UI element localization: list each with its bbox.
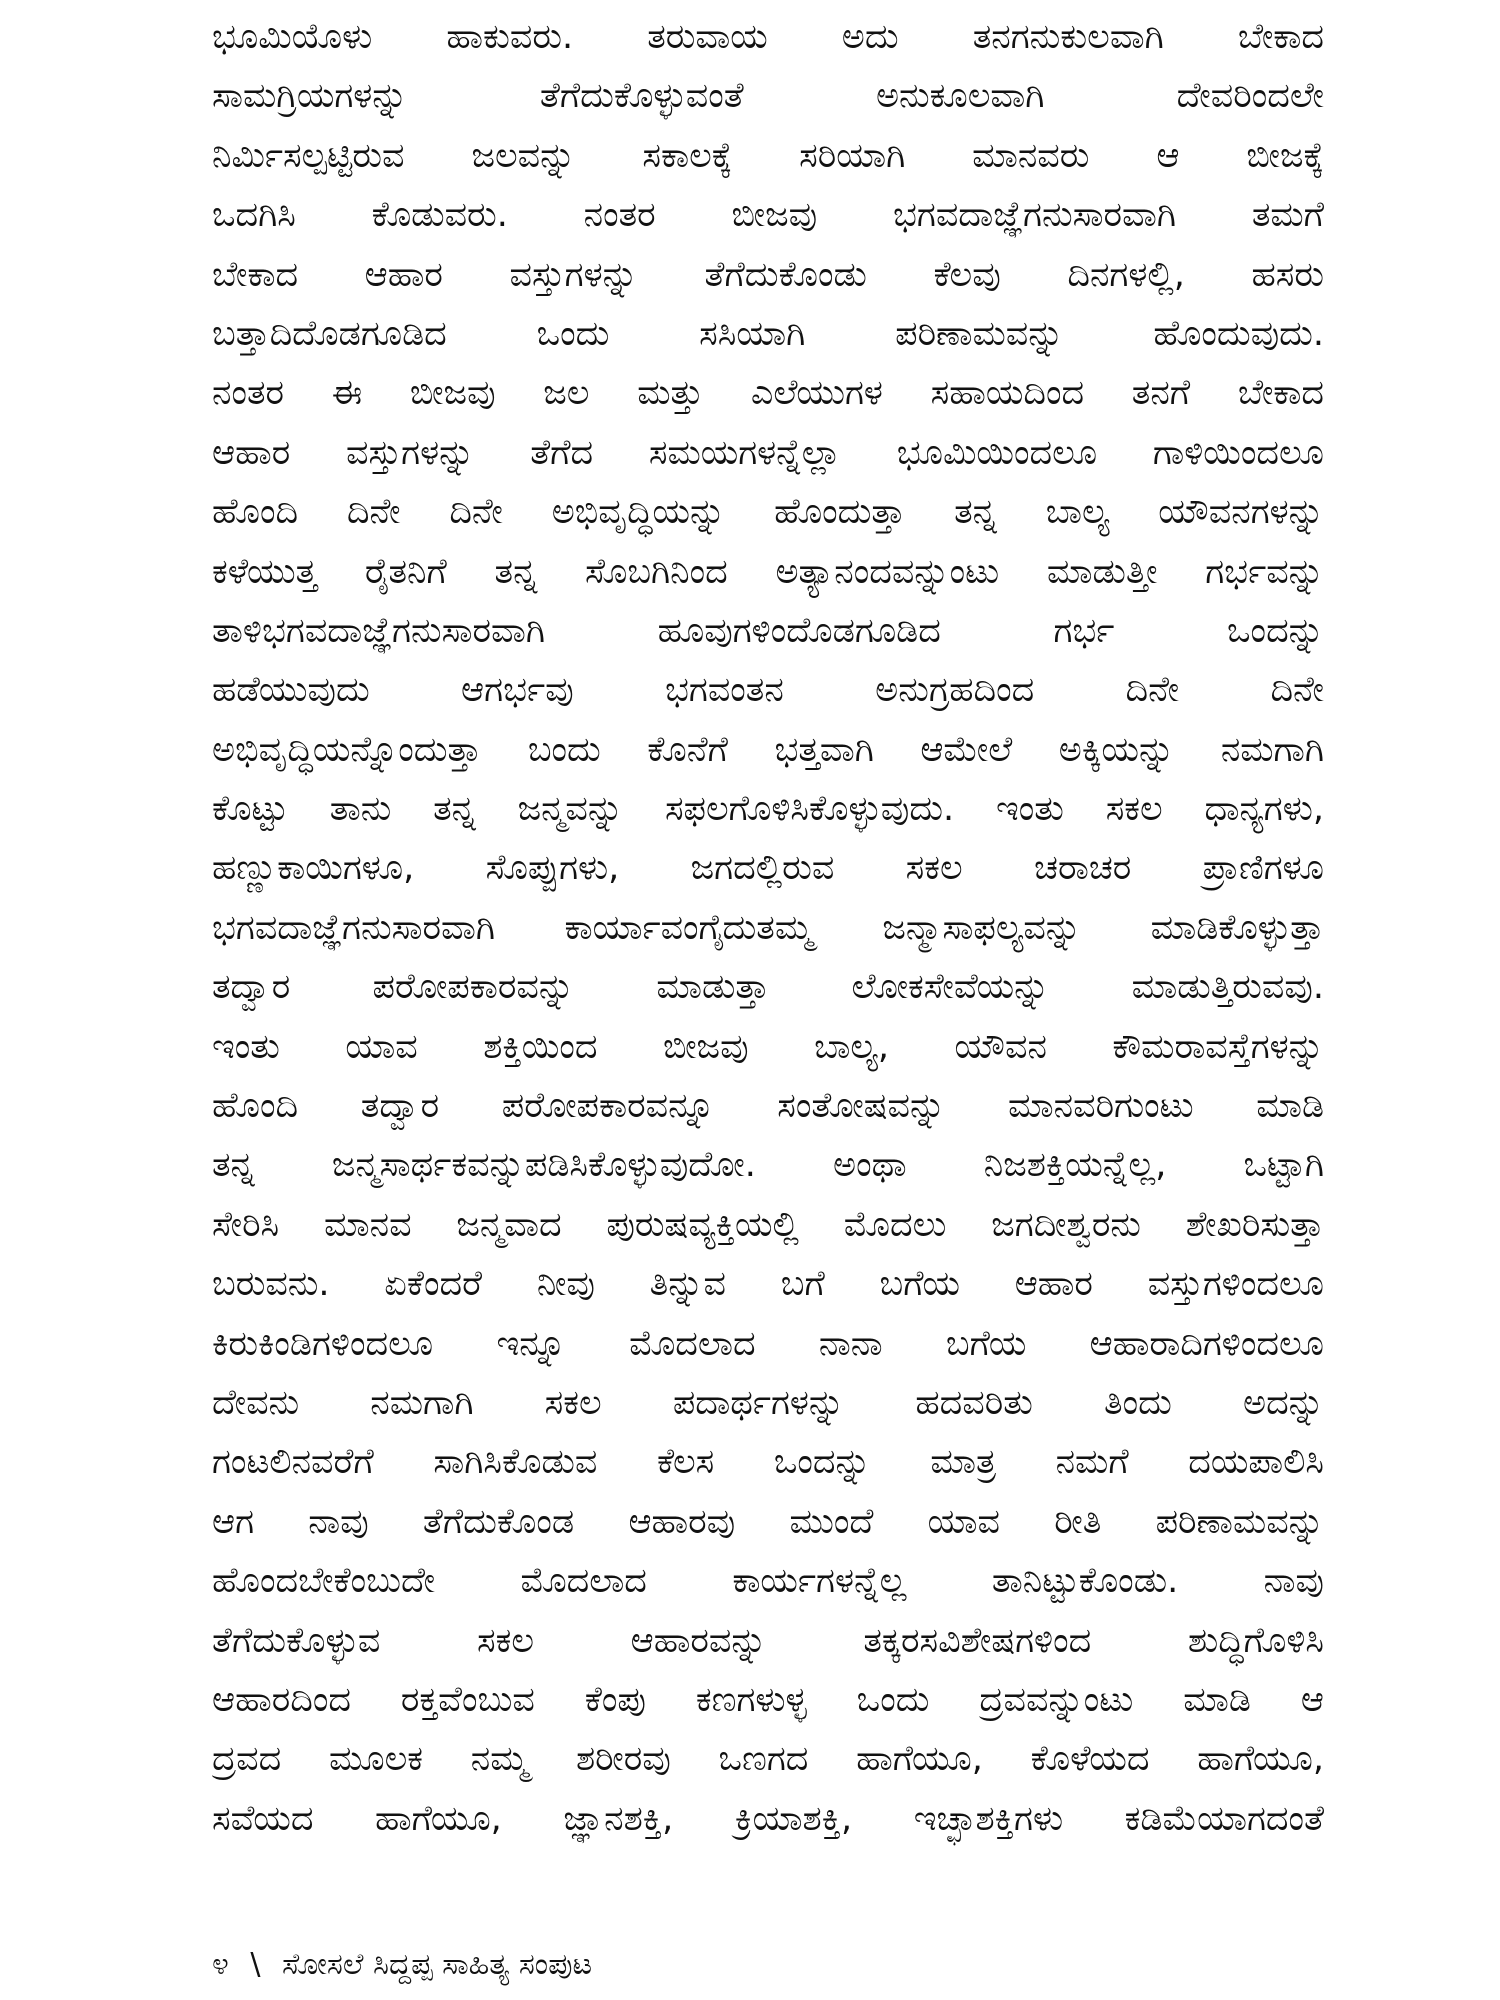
text-line: ತನ್ನ ಜನ್ಮಸಾರ್ಥಕವನ್ನುಪಡಿಸಿಕೊಳ್ಳುವುದೋ. ಅಂಥಾ ನಿಜಶಕ್ತಿಯನ್ನೆಲ್ಲ, ಒಟ್ಟಾಗಿ xyxy=(212,1145,1324,1186)
text-line: ಆಗ ನಾವು ತೆಗೆದುಕೊಂಡ ಆಹಾರವು ಮುಂದೆ ಯಾವ ರೀತಿ ಪರಿಣಾಮವನ್ನು xyxy=(212,1501,1324,1542)
text-line: ಗಂಟಲಿನವರೆಗೆ ಸಾಗಿಸಿಕೊಡುವ ಕೆಲಸ ಒಂದನ್ನು ಮಾತ್ರ ನಮಗೆ ದಯಪಾಲಿಸಿ xyxy=(212,1442,1324,1483)
text-line: ತದ್ವಾರ ಪರೋಪಕಾರವನ್ನು ಮಾಡುತ್ತಾ ಲೋಕಸೇವೆಯನ್ನು ಮಾಡುತ್ತಿರುವವು. xyxy=(212,967,1324,1008)
text-line: ಭೂಮಿಯೊಳು ಹಾಕುವರು. ತರುವಾಯ ಅದು ತನಗನುಕುಲವಾಗಿ ಬೇಕಾದ xyxy=(212,17,1324,57)
text-line: ತೆಗೆದುಕೊಳ್ಳುವ ಸಕಲ ಆಹಾರವನ್ನು ತಕ್ಕರಸವಿಶೇಷಗಳಿಂದ ಶುದ್ಧಿಗೊಳಿಸಿ xyxy=(212,1620,1324,1661)
page-number: ೪ xyxy=(212,1947,229,1982)
book-title: ಸೋಸಲೆ ಸಿದ್ದಪ್ಪ ಸಾಹಿತ್ಯ ಸಂಪುಟ xyxy=(282,1947,593,1982)
text-line: ಇಂತು ಯಾವ ಶಕ್ತಿಯಿಂದ ಬೀಜವು ಬಾಲ್ಯ, ಯೌವನ ಕೌಮರಾವಸ್ತೆಗಳನ್ನು xyxy=(212,1026,1324,1067)
text-line: ಅಭಿವೃದ್ಧಿಯನ್ನೊಂದುತ್ತಾ ಬಂದು ಕೊನೆಗೆ ಭತ್ತವಾಗಿ ಆಮೇಲೆ ಅಕ್ಕಿಯನ್ನು ನಮಗಾಗಿ xyxy=(212,729,1324,770)
text-line: ಹೊಂದಿ ದಿನೇ ದಿನೇ ಅಭಿವೃದ್ಧಿಯನ್ನು ಹೊಂದುತ್ತಾ ತನ್ನ ಬಾಲ್ಯ ಯೌವನಗಳನ್ನು xyxy=(212,492,1324,533)
text-line: ಭಗವದಾಜ್ಞೆಗನುಸಾರವಾಗಿ ಕಾರ್ಯಾವಂಗೈದುತಮ್ಮ ಜನ್ಮಾಸಾಫಲ್ಯವನ್ನು ಮಾಡಿಕೊಳ್ಳುತ್ತಾ xyxy=(212,907,1324,948)
text-line: ಸಾಮಗ್ರಿಯಗಳನ್ನು ತೆಗೆದುಕೊಳ್ಳುವಂತೆ ಅನುಕೂಲವಾಗಿ ದೇವರಿಂದಲೇ xyxy=(212,76,1324,117)
body-text xyxy=(212,8,1324,1849)
page-footer xyxy=(212,1945,604,1985)
footer-separator: \ xyxy=(250,1947,261,1982)
text-line: ಆಹಾರದಿಂದ ರಕ್ತವೆಂಬುವ ಕೆಂಪು ಕಣಗಳುಳ್ಳ ಒಂದು ದ್ರವವನ್ನುಂಟು ಮಾಡಿ ಆ xyxy=(212,1679,1324,1720)
text-line: ಕೊಟ್ಟು ತಾನು ತನ್ನ ಜನ್ಮವನ್ನು ಸಫಲಗೊಳಿಸಿಕೊಳ್ಳುವುದು. ಇಂತು ಸಕಲ ಧಾನ್ಯಗಳು, xyxy=(212,789,1324,830)
text-line: ಬೇಕಾದ ಆಹಾರ ವಸ್ತುಗಳನ್ನು ತೆಗೆದುಕೊಂಡು ಕೆಲವು ದಿನಗಳಲ್ಲಿ, ಹಸರು xyxy=(212,254,1324,295)
text-line: ಬತ್ತಾದಿದೊಡಗೂಡಿದ ಒಂದು ಸಸಿಯಾಗಿ ಪರಿಣಾಮವನ್ನು ಹೊಂದುವುದು. xyxy=(212,313,1324,354)
text-line: ಸವೆಯದ ಹಾಗೆಯೂ, ಜ್ಞಾನಶಕ್ತಿ, ಕ್ರಿಯಾಶಕ್ತಿ, ಇಚ್ಛಾಶಕ್ತಿಗಳು ಕಡಿಮೆಯಾಗದಂತೆ xyxy=(212,1798,1324,1839)
text-line: ದೇವನು ನಮಗಾಗಿ ಸಕಲ ಪದಾರ್ಥಗಳನ್ನು ಹದವರಿತು ತಿಂದು ಅದನ್ನು xyxy=(212,1382,1324,1423)
text-line: ಕಳೆಯುತ್ತ ರೈತನಿಗೆ ತನ್ನ ಸೊಬಗಿನಿಂದ ಅತ್ಯಾನಂದವನ್ನುಂಟು ಮಾಡುತ್ತೀ ಗರ್ಭವನ್ನು xyxy=(212,551,1324,592)
text-line: ನಿರ್ಮಿಸಲ್ಪಟ್ಟಿರುವ ಜಲವನ್ನು ಸಕಾಲಕ್ಕೆ ಸರಿಯಾಗಿ ಮಾನವರು ಆ ಬೀಜಕ್ಕೆ xyxy=(212,135,1324,176)
text-line: ಹಡೆಯುವುದು ಆಗರ್ಭವು ಭಗವಂತನ ಅನುಗ್ರಹದಿಂದ ದಿನೇ ದಿನೇ xyxy=(212,670,1324,711)
text-line: ಕಿರುಕಿಂಡಿಗಳಿಂದಲೂ ಇನ್ನೂ ಮೊದಲಾದ ನಾನಾ ಬಗೆಯ ಆಹಾರಾದಿಗಳಿಂದಲೂ xyxy=(212,1323,1324,1364)
text-line: ಸೇರಿಸಿ ಮಾನವ ಜನ್ಮವಾದ ಪುರುಷವ್ಯಕ್ತಿಯಲ್ಲಿ ಮೊದಲು ಜಗದೀಶ್ವರನು ಶೇಖರಿಸುತ್ತಾ xyxy=(212,1204,1324,1245)
text-line: ಆಹಾರ ವಸ್ತುಗಳನ್ನು ತೆಗೆದ ಸಮಯಗಳನ್ನೆಲ್ಲಾ ಭೂಮಿಯಿಂದಲೂ ಗಾಳಿಯಿಂದಲೂ xyxy=(212,432,1324,473)
text-line: ಒದಗಿಸಿ ಕೊಡುವರು. ನಂತರ ಬೀಜವು ಭಗವದಾಜ್ಞೆಗನುಸಾರವಾಗಿ ತಮಗೆ xyxy=(212,195,1324,236)
text-line: ಹಣ್ಣುಕಾಯಿಗಳೂ, ಸೊಪ್ಪುಗಳು, ಜಗದಲ್ಲಿರುವ ಸಕಲ ಚರಾಚರ ಪ್ರಾಣಿಗಳೂ xyxy=(212,848,1324,889)
text-line: ತಾಳಿಭಗವದಾಜ್ಞೆಗನುಸಾರವಾಗಿ ಹೂವುಗಳಿಂದೊಡಗೂಡಿದ ಗರ್ಭ ಒಂದನ್ನು xyxy=(212,610,1324,651)
text-line: ಬರುವನು. ಏಕೆಂದರೆ ನೀವು ತಿನ್ನುವ ಬಗೆ ಬಗೆಯ ಆಹಾರ ವಸ್ತುಗಳಿಂದಲೂ xyxy=(212,1264,1324,1305)
text-line: ದ್ರವದ ಮೂಲಕ ನಮ್ಮ ಶರೀರವು ಒಣಗದ ಹಾಗೆಯೂ, ಕೊಳೆಯದ ಹಾಗೆಯೂ, xyxy=(212,1739,1324,1780)
text-line: ನಂತರ ಈ ಬೀಜವು ಜಲ ಮತ್ತು ಎಲೆಯುಗಳ ಸಹಾಯದಿಂದ ತನಗೆ ಬೇಕಾದ xyxy=(212,373,1324,414)
text-line: ಹೊಂದಿ ತದ್ವಾರ ಪರೋಪಕಾರವನ್ನೂ ಸಂತೋಷವನ್ನು ಮಾನವರಿಗುಂಟು ಮಾಡಿ xyxy=(212,1086,1324,1127)
text-line: ಹೊಂದಬೇಕೆಂಬುದೇ ಮೊದಲಾದ ಕಾರ್ಯಗಳನ್ನೆಲ್ಲ ತಾನಿಟ್ಟುಕೊಂಡು. ನಾವು xyxy=(212,1561,1324,1602)
